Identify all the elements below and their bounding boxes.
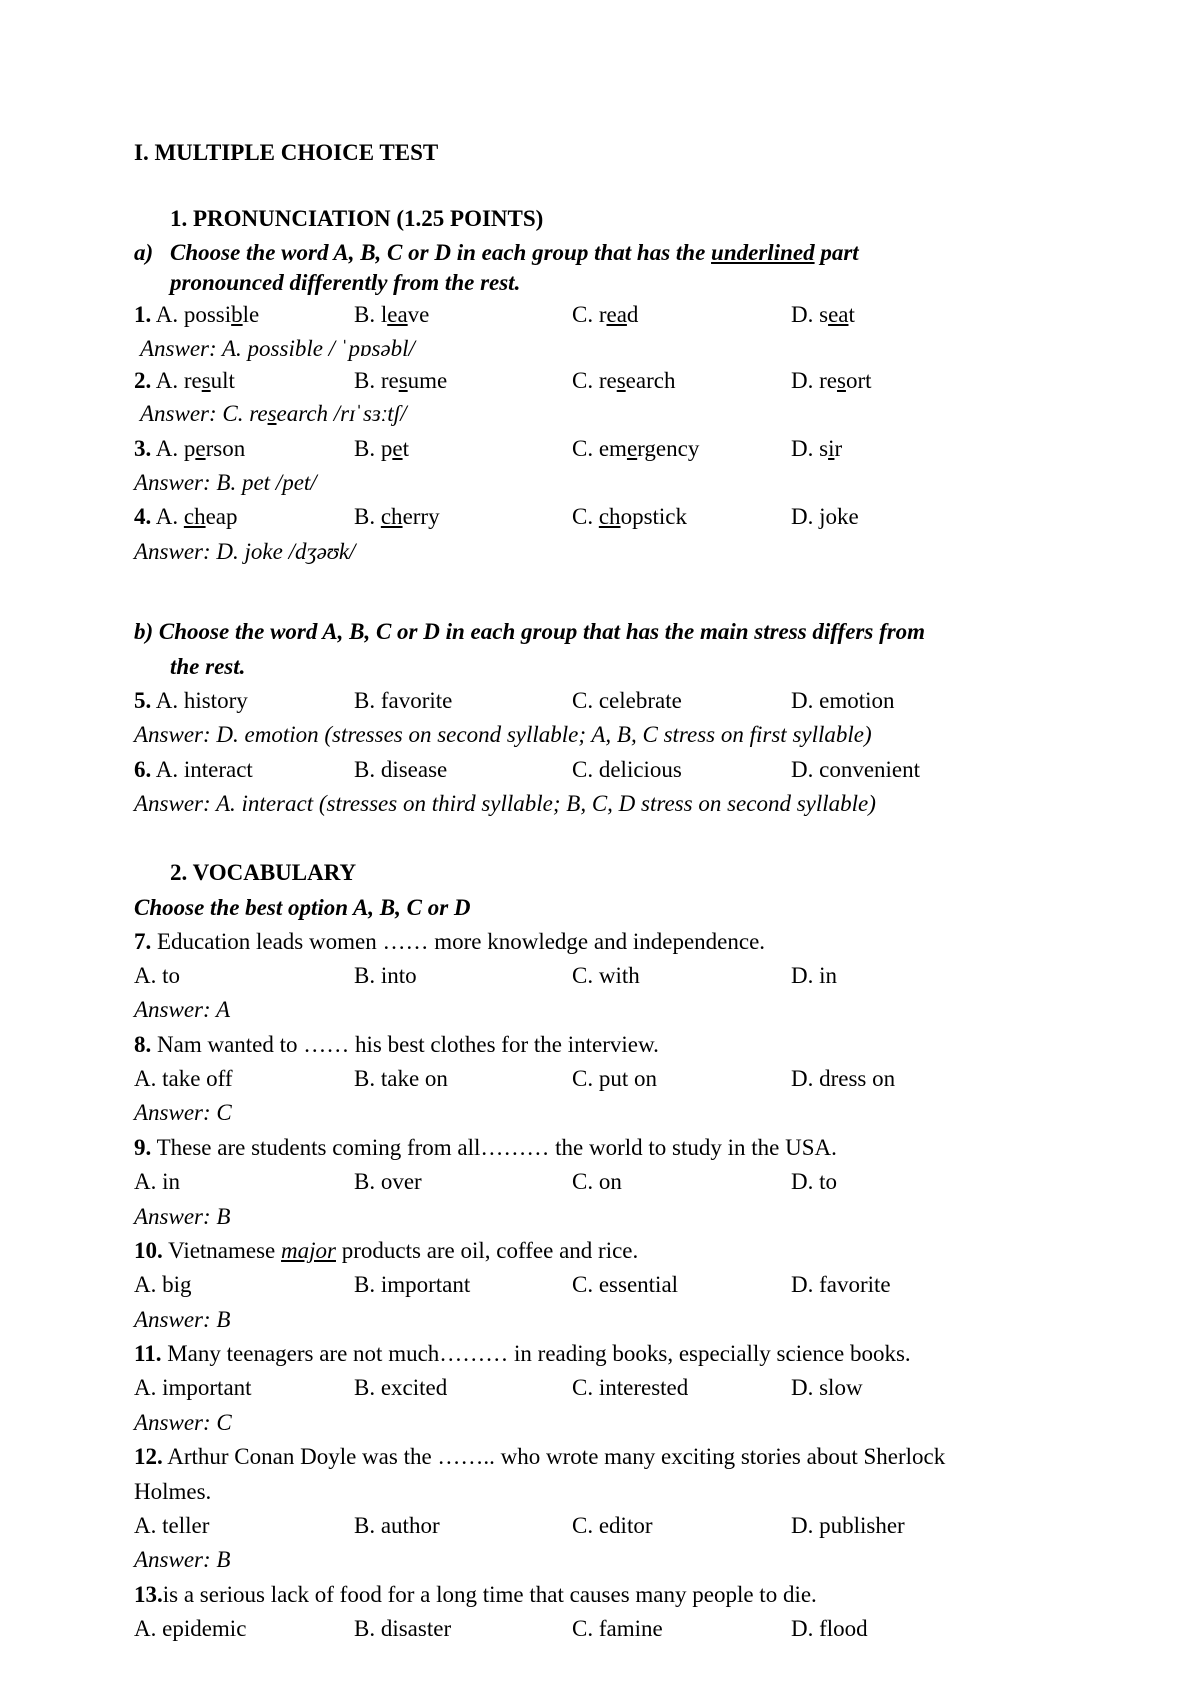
q4-c-pre: C. [572,504,599,529]
q5-a-text: A. history [155,688,248,713]
q12-option-c: C. editor [572,1513,653,1538]
q13-option-d: D. flood [791,1616,868,1641]
q12-question-line2: Holmes. [134,1479,212,1504]
q2-d-underline: s [836,368,846,393]
q4-b-underline: ch [380,504,403,529]
q1-number: 1. [134,302,152,327]
q7-option-c: C. with [572,963,640,988]
q1-c-underline: ea [606,302,627,327]
q6-option-d: D. convenient [791,757,921,782]
q8-question [134,1030,659,1060]
q4-a-underline: ch [183,504,206,529]
q6-answer: Answer: A. interact (stresses on third syllable; B, C, D stress on second syllable) [134,791,876,816]
q11-text: Many teenagers are not much……… in reading books, especially science books. [161,1341,911,1366]
q13-option-a: A. epidemic [134,1616,247,1641]
q2-answer-post: earch /rɪˈsɜːtʃ/ [276,401,407,426]
q10-underlined-word: major [281,1238,336,1263]
q7-text: Education leads women …… more knowledge and independence. [151,929,766,954]
q10-option-b: B. important [354,1272,471,1297]
q4-a-post: eap [205,504,238,529]
q7-number: 7. [134,929,152,954]
q2-number: 2. [134,368,152,393]
q9-answer: Answer: B [134,1204,231,1229]
q1-c-post: d [626,302,639,327]
q12-answer: Answer: B [134,1547,231,1572]
q6-option-c: C. delicious [572,757,682,782]
q3-a-pre: A. p [155,436,196,461]
q2-c-pre: C. re [572,368,617,393]
q7-question [134,927,765,957]
q7-option-d: D. in [791,963,837,988]
q2-b-pre: B. re [354,368,399,393]
q2-c-underline: s [616,368,626,393]
q10-option-d: D. favorite [791,1272,891,1297]
q2-b-underline: s [398,368,408,393]
q3-number: 3. [134,436,152,461]
q2-option-b [354,366,447,396]
q3-a-underline: e [195,436,206,461]
q4-answer: Answer: D. joke /dʒəʊk/ [134,539,356,564]
q4-c-post: opstick [620,504,688,529]
q1-option-c [572,300,638,330]
q1-answer: Answer: A. possible / ˈpɒsəbl/ [140,336,415,361]
q12-option-b: B. author [354,1513,440,1538]
q2-option-a [134,366,235,396]
q8-option-d: D. dress on [791,1066,896,1091]
q10-text-post: products are oil, coffee and rice. [335,1238,639,1263]
q11-answer: Answer: C [134,1410,232,1435]
q1-b-underline: ea [387,302,408,327]
q13-option-b: B. disaster [354,1616,452,1641]
q3-d-post: r [834,436,843,461]
q3-answer: Answer: B. pet /pet/ [134,470,317,495]
q3-b-pre: B. p [354,436,393,461]
q10-question [134,1236,638,1266]
q1-b-pre: B. l [354,302,388,327]
q3-option-b [354,434,409,464]
q11-option-d: D. slow [791,1375,863,1400]
q10-option-c: C. essential [572,1272,679,1297]
q4-d-underline: j [819,504,826,529]
q4-option-a [134,502,238,532]
q2-option-c [572,366,675,396]
instruction-a-underlined-word: underlined [711,240,815,265]
q11-question [134,1339,911,1369]
q5-option-d: D. emotion [791,688,895,713]
q3-d-pre: D. s [791,436,829,461]
instruction-b-line1: b) Choose the word A, B, C or D in each group that has the main stress differs from [134,619,926,644]
q1-d-pre: D. s [791,302,829,327]
q1-a-underline: b [231,302,243,327]
q5-number: 5. [134,688,152,713]
q4-option-d [791,502,859,532]
section-title: I. MULTIPLE CHOICE TEST [134,140,439,165]
q13-option-c: C. famine [572,1616,663,1641]
vocabulary-heading: 2. VOCABULARY [170,860,357,885]
q6-option-a [134,755,253,785]
q2-b-post: ume [407,368,448,393]
q9-option-d: D. to [791,1169,837,1194]
q13-text: is a serious lack of food for a long time that causes many people to die. [162,1582,817,1607]
q9-option-b: B. over [354,1169,422,1194]
q3-option-a [134,434,245,464]
q9-option-a: A. in [134,1169,180,1194]
q6-number: 6. [134,757,152,782]
q2-option-d [791,366,872,396]
q11-number: 11. [134,1341,162,1366]
instruction-a-text [170,238,859,268]
q10-number: 10. [134,1238,163,1263]
q2-d-post: ort [845,368,872,393]
q5-option-a [134,686,248,716]
instruction-a-text-pre: Choose the word A, B, C or D in each group that has the [170,240,712,265]
q8-option-c: C. put on [572,1066,657,1091]
q2-answer-pre: Answer: C. re [140,401,268,426]
q12-option-a: A. teller [134,1513,210,1538]
q8-number: 8. [134,1032,152,1057]
q7-answer: Answer: A [134,997,231,1022]
q4-b-pre: B. [354,504,381,529]
q4-option-c [572,502,687,532]
q1-option-b [354,300,429,330]
q3-c-post: rgency [637,436,700,461]
q1-option-d [791,300,855,330]
q12-option-d: D. publisher [791,1513,905,1538]
q8-text: Nam wanted to …… his best clothes for the interview. [151,1032,659,1057]
q13-number: 13. [134,1582,163,1607]
q4-d-post: oke [825,504,859,529]
q3-option-c [572,434,699,464]
q6-option-b: B. disease [354,757,448,782]
q7-option-b: B. into [354,963,417,988]
vocabulary-instruction: Choose the best option A, B, C or D [134,895,471,920]
q4-c-underline: ch [598,504,621,529]
q2-answer-underline: s [267,401,277,426]
q2-c-post: earch [625,368,676,393]
q1-d-underline: ea [828,302,849,327]
q3-d-underline: i [828,436,835,461]
q12-number: 12. [134,1444,163,1469]
q9-option-c: C. on [572,1169,622,1194]
q8-option-b: B. take on [354,1066,448,1091]
q4-d-pre: D. [791,504,820,529]
q10-option-a: A. big [134,1272,192,1297]
q9-text: These are students coming from all……… the world to study in the USA. [151,1135,837,1160]
q2-a-underline: s [201,368,211,393]
q8-answer: Answer: C [134,1100,232,1125]
q10-answer: Answer: B [134,1307,231,1332]
q4-option-b [354,502,440,532]
q3-b-underline: e [392,436,403,461]
q2-d-pre: D. re [791,368,837,393]
instruction-a-text-post: part [814,240,859,265]
q8-option-a: A. take off [134,1066,233,1091]
q5-answer: Answer: D. emotion (stresses on second syllable; A, B, C stress on first syllable) [134,722,872,747]
q3-c-pre: C. em [572,436,627,461]
q10-text-pre: Vietnamese [162,1238,282,1263]
q11-option-b: B. excited [354,1375,448,1400]
q1-option-a [134,300,259,330]
q9-number: 9. [134,1135,152,1160]
q3-b-post: t [402,436,409,461]
q9-question [134,1133,837,1163]
q2-a-pre: A. re [155,368,202,393]
instruction-a-line1 [134,238,859,268]
instruction-a-line2: pronounced differently from the rest. [170,270,521,295]
q4-b-post: erry [402,504,440,529]
pronunciation-heading: 1. PRONUNCIATION (1.25 POINTS) [170,206,544,231]
q12-question [134,1442,945,1472]
q1-a-post: le [242,302,260,327]
q3-a-post: rson [205,436,246,461]
q7-option-a: A. to [134,963,180,988]
q13-question [134,1580,817,1610]
q3-option-d [791,434,842,464]
q2-a-post: ult [210,368,235,393]
q2-answer [140,399,407,429]
q4-a-pre: A. [155,504,184,529]
q3-c-underline: e [626,436,638,461]
q11-option-a: A. important [134,1375,252,1400]
q6-a-text: A. interact [155,757,253,782]
q5-option-b: B. favorite [354,688,453,713]
instruction-a-marker: a) [134,240,154,265]
q1-c-pre: C. r [572,302,607,327]
q4-number: 4. [134,504,152,529]
q12-text: Arthur Conan Doyle was the …….. who wrote many exciting stories about Sherlock [162,1444,946,1469]
q11-option-c: C. interested [572,1375,689,1400]
instruction-b-line2: the rest. [170,654,246,679]
q1-d-post: t [848,302,855,327]
q1-b-post: ve [407,302,430,327]
q1-a-pre: A. possi [155,302,232,327]
q5-option-c: C. celebrate [572,688,682,713]
